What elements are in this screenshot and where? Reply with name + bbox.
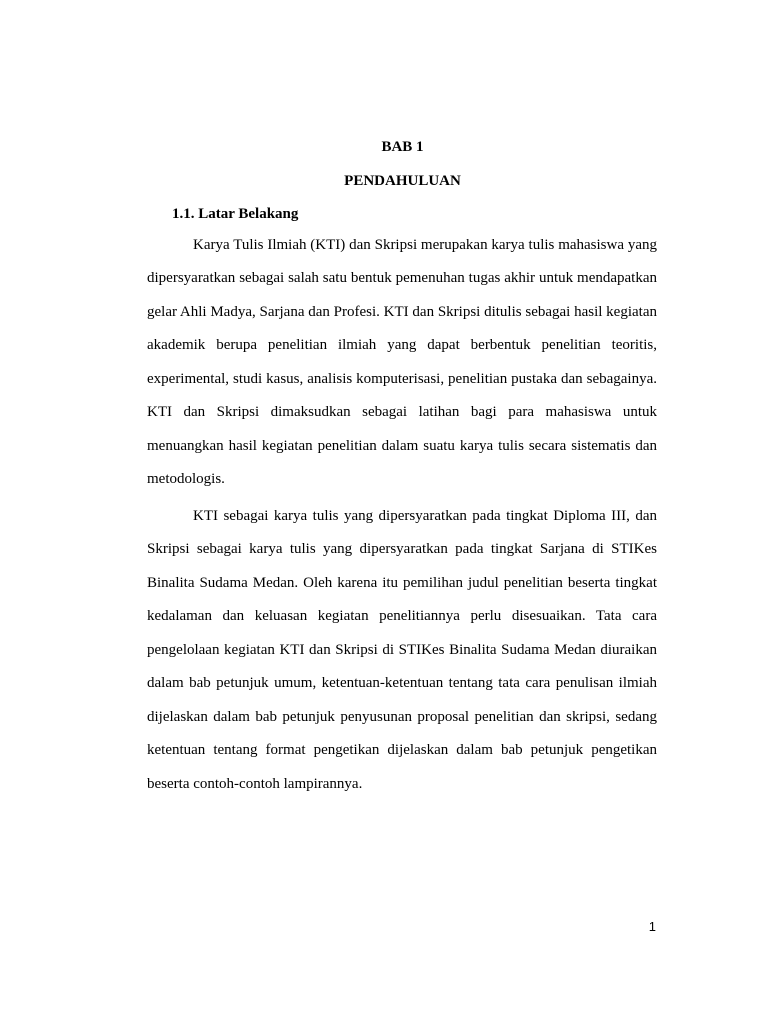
chapter-number: BAB 1 bbox=[381, 139, 424, 155]
page-number: 1 bbox=[648, 919, 656, 934]
body-paragraph-1: Karya Tulis Ilmiah (KTI) dan Skripsi merupakan karya tulis mahasiswa yang dipersyaratkan sebagai salah satu bentuk pemenuhan tugas akhir untuk mendapatkan gelar Ahli Madya, Sarjana dan Profesi. KTI dan Skripsi ditulis sebagai hasil kegiatan akademik berupa penelitian ilmiah yang dapat berbentuk penelitian teoritis, experimental, studi kasus, analisis komputerisasi, penelitian pustaka dan sebagainya. KTI dan Skripsi dimaksudkan sebagai latihan bagi para mahasiswa untuk menuangkan hasil kegiatan penelitian dalam suatu karya tulis secara sistematis dan metodologis. bbox=[147, 237, 657, 488]
body-paragraph-2: KTI sebagai karya tulis yang dipersyaratkan pada tingkat Diploma III, dan Skripsi sebagai karya tulis yang dipersyaratkan pada tingkat Sarjana di STIKes Binalita Sudama Medan. Oleh karena itu pemilihan judul penelitian beserta tingkat kedalaman dan keluasan kegiatan penelitiannya perlu disesuaikan. Tata cara pengelolaan kegiatan KTI dan Skripsi di STIKes Binalita Sudama Medan diuraikan dalam bab petunjuk umum, ketentuan-ketentuan tentang tata cara penulisan ilmiah dijelaskan dalam bab petunjuk penyusunan proposal penelitian dan skripsi, sedang ketentuan tentang format pengetikan dijelaskan dalam bab petunjuk pengetikan beserta contoh-contoh lampirannya. bbox=[147, 508, 657, 792]
section-heading: 1.1. Latar Belakang bbox=[172, 206, 299, 222]
chapter-title: PENDAHULUAN bbox=[344, 173, 461, 189]
